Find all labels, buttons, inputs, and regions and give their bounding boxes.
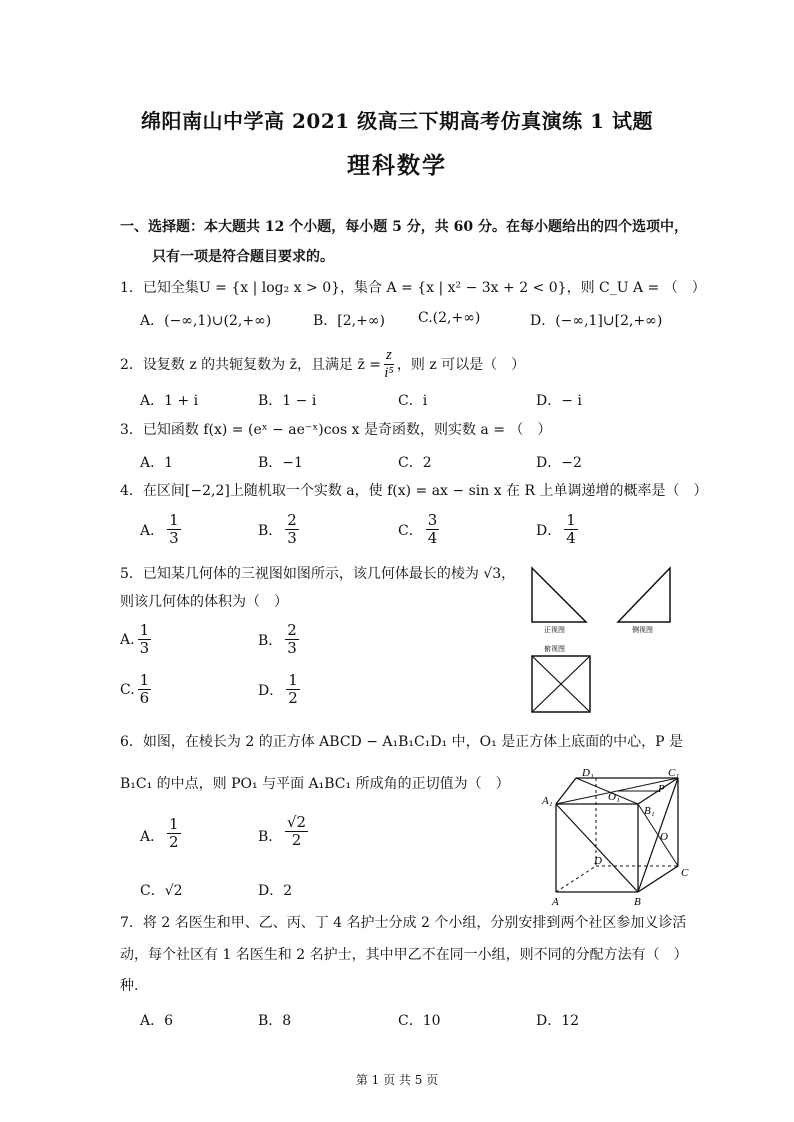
q1-stem: 1．已知全集U = {x | log₂ x > 0}，集合 A = {x | x² − 3x + 2 < 0}，则 C_U A = （ ）: [120, 280, 706, 296]
q6-option-b-value: $\frac{√2}{2}$: [287, 813, 307, 849]
q5-line2: 则该几何体的体积为（ ）: [120, 594, 288, 610]
section-heading-line2: 只有一项是符合题目要求的。: [152, 249, 334, 265]
q5-option-b: B． $\frac{2}{3}$: [258, 621, 297, 657]
q7-line2: 动，每个社区有 1 名医生和 2 名护士，其中甲乙不在同一小组，则不同的分配方法有（ ）: [120, 947, 688, 963]
q1-option-d: D．(−∞,1]∪[2,+∞): [530, 313, 663, 329]
q4-option-d: D． $\frac{1}{4}$: [536, 511, 576, 547]
label-P: P: [658, 783, 665, 795]
q2-option-d: D．− i: [536, 393, 582, 409]
q2-stem-b: ，则 z 可以是（ ）: [396, 356, 526, 373]
q6-option-b: B．: [258, 829, 283, 845]
q6-option-a: A．: [140, 829, 165, 845]
side-view-triangle: [618, 568, 670, 622]
q7-line1: 7．将 2 名医生和甲、乙、丙、丁 4 名护士分成 2 个小组，分别安排到两个社区参加义诊活: [120, 915, 687, 931]
q2-fraction: [384, 347, 394, 382]
q6-line1: 6．如图，在棱长为 2 的正方体 ABCD − A₁B₁C₁D₁ 中，O₁ 是正方体上底面的中心，P 是: [120, 734, 684, 750]
q6-cube-figure: [538, 768, 698, 908]
label-B1: B₁: [644, 805, 655, 817]
q4-stem: 4．在区间[−2,2]上随机取一个实数 a，使 f(x) = ax − sin x 在 R 上单调递增的概率是（ ）: [120, 483, 708, 499]
q2-option-c: C．i: [398, 393, 428, 409]
q3-option-d: D．−2: [536, 455, 582, 471]
edge-BC: [638, 866, 678, 892]
q2-frac-num: z: [386, 347, 392, 363]
q1-option-a: A．(−∞,1)∪(2,+∞): [140, 313, 272, 329]
diag-A1B: [556, 804, 638, 892]
q6-option-c: C．√2: [140, 883, 183, 899]
q5-option-d: D． $\frac{1}{2}$: [258, 671, 298, 707]
q2-option-b: B．1 − i: [258, 393, 317, 409]
q3-option-c: C．2: [398, 455, 432, 471]
q1-option-c: C.(2,+∞): [418, 310, 481, 326]
q5-option-a: A. $\frac{1}{3}$: [120, 621, 150, 657]
label-B: B: [634, 896, 641, 908]
q4-option-c: C． $\frac{3}{4}$: [398, 511, 438, 547]
label-D: D: [594, 855, 602, 867]
side-view-label: 侧视图: [632, 626, 653, 634]
exam-subject: 理科数学: [347, 152, 447, 179]
q3-stem: 3．已知函数 f(x) = (eˣ − ae⁻ˣ)cos x 是奇函数，则实数 a = （ ）: [120, 422, 552, 438]
q4-option-a: A． $\frac{1}{3}$: [140, 511, 179, 547]
edge-AD-hidden: [556, 866, 596, 892]
q2-stem-a: 2．设复数 z 的共轭复数为 z̄，且满足 z̄ =: [120, 356, 382, 373]
q5-option-c: C. $\frac{1}{6}$: [120, 671, 150, 707]
q2-frac-den: i⁵: [384, 365, 394, 381]
q3-option-a: A．1: [140, 455, 174, 471]
q7-option-a: A．6: [140, 1013, 174, 1029]
page-footer: 第 1 页 共 5 页: [355, 1073, 439, 1087]
q3-option-b: B．−1: [258, 455, 303, 471]
q7-option-c: C．10: [398, 1013, 441, 1029]
section-heading-line1: 一、选择题：本大题共 12 个小题，每小题 5 分，共 60 分。在每小题给出的四个选项中，: [120, 219, 688, 235]
q1-option-b: B．[2,+∞): [313, 313, 385, 329]
q5-line1: 5．已知某几何体的三视图如图所示，该几何体最长的棱为 √3，: [120, 566, 516, 582]
q6-option-a-value: $\frac{1}{2}$: [169, 815, 179, 851]
q6-line2: B₁C₁ 的中点，则 PO₁ 与平面 A₁BC₁ 所成角的正切值为（ ）: [120, 776, 510, 792]
q7-option-b: B．8: [258, 1013, 292, 1029]
label-O: O: [660, 831, 668, 843]
label-O1: O₁: [608, 791, 620, 803]
label-A: A: [552, 896, 559, 908]
label-C: C: [681, 867, 689, 879]
q7-option-d: D．12: [536, 1013, 580, 1029]
q7-line3: 种.: [120, 978, 139, 994]
q6-option-d: D．2: [258, 883, 293, 899]
top-view-label: 俯视图: [544, 645, 565, 653]
q2-option-a: A．1 + i: [140, 393, 199, 409]
q2-stem: [120, 347, 525, 382]
label-A1: A₁: [542, 795, 553, 807]
label-D1: D₁: [582, 768, 594, 779]
q5-three-view-figure: [520, 560, 680, 720]
exam-title: 绵阳南山中学高 2021 级高三下期高考仿真演练 1 试题: [141, 109, 653, 133]
label-C1: C₁: [668, 768, 680, 779]
front-view-triangle: [532, 568, 586, 622]
q4-option-b: B． $\frac{2}{3}$: [258, 511, 297, 547]
front-view-label: 正视图: [544, 626, 565, 634]
